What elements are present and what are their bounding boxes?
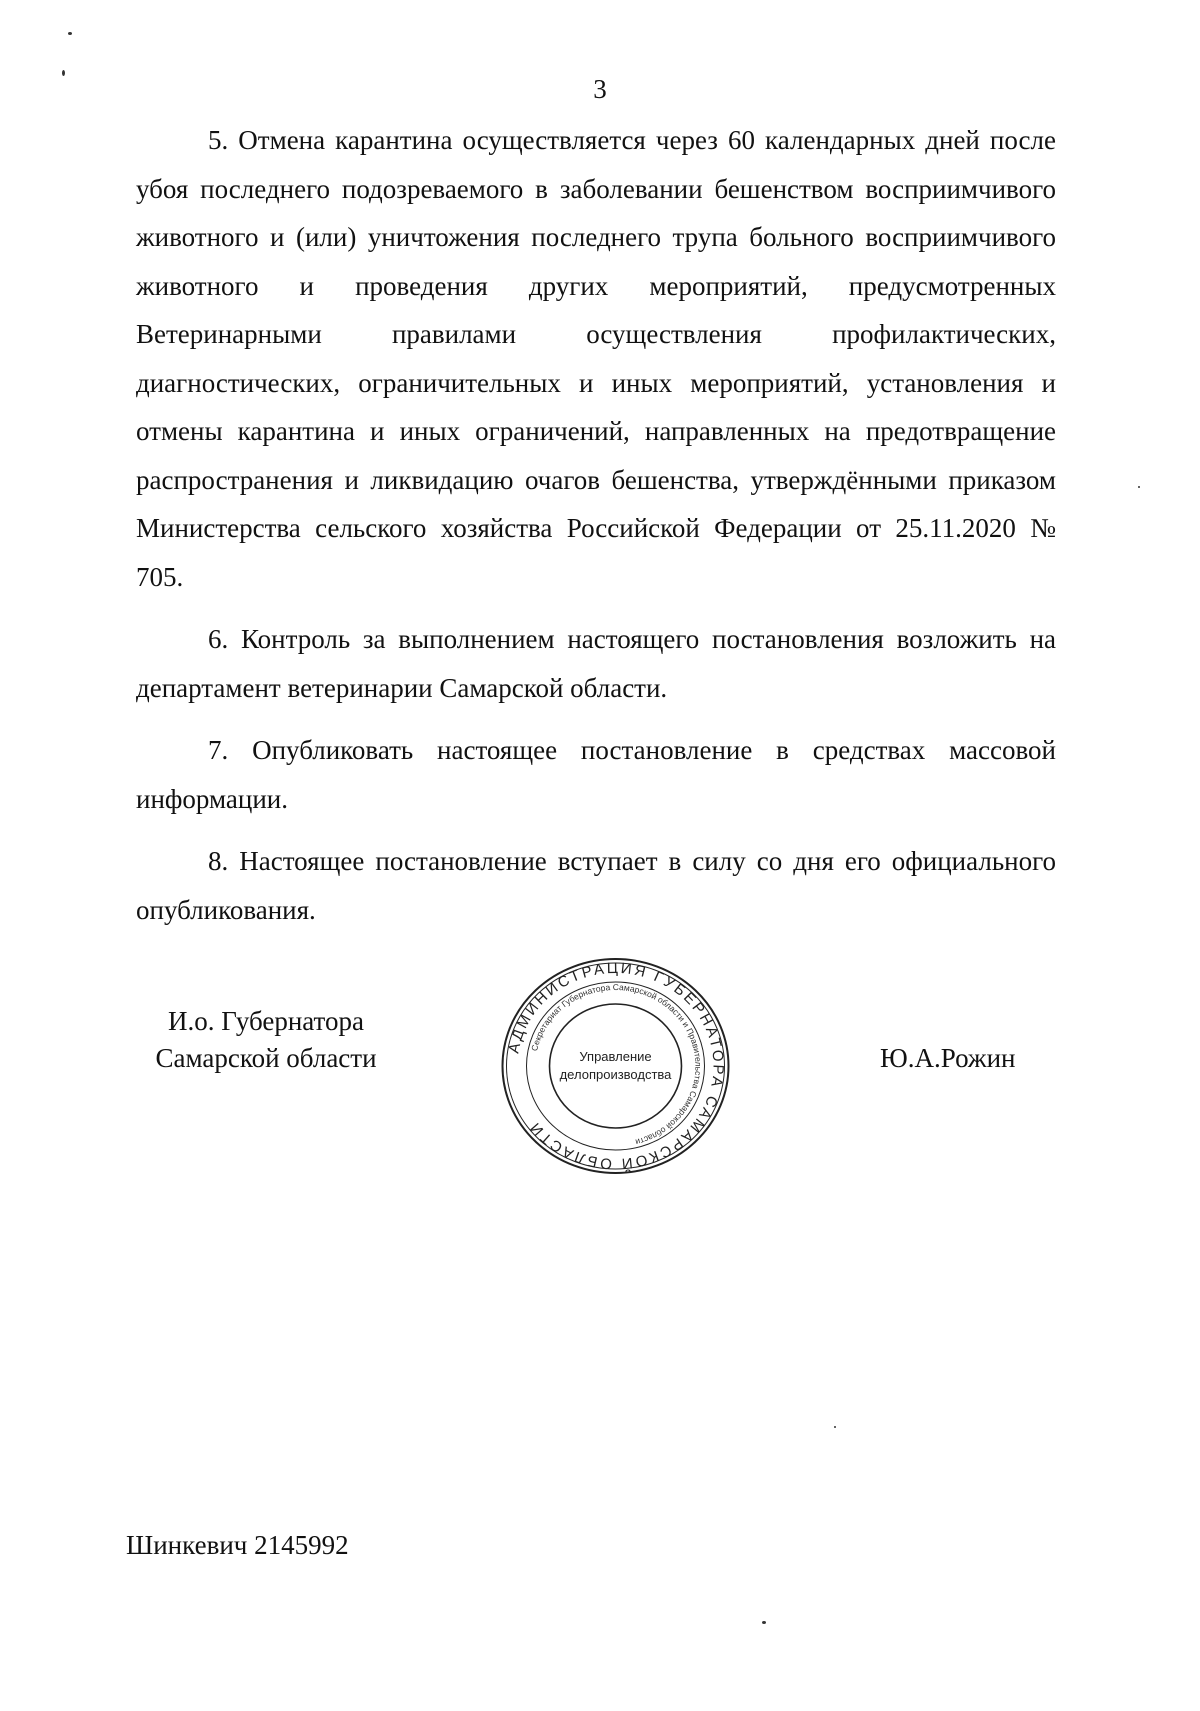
- scan-speck: [834, 1426, 836, 1428]
- signatory-position-line2: Самарской области: [155, 1043, 377, 1073]
- document-body: [136, 116, 1056, 934]
- signatory-name: Ю.А.Рожин: [880, 1043, 1016, 1073]
- executor-contact: Шинкевич 2145992: [126, 1530, 349, 1560]
- signatory-position-line1: И.о. Губернатора: [167, 1006, 364, 1036]
- paragraph-5: 5. Отмена карантина осуществляется через 60 календарных дней после убоя последнего подозреваемого в заболевании бешенством восприимчивого животного и (или) уничтожения последнего трупа больного восприимчивого животного и проведения других мероприятий, предусмотренных Ветеринарными правилами осуществления профилактических, диагностических, ограничительных и иных мероприятий, установления и отмены карантина и иных ограничений, направленных на предотвращение распространения и ликвидацию очагов бешенства, утверждёнными приказом Министерства сельского хозяйства Российской Федерации от 25.11.2020 № 705.: [136, 125, 1056, 592]
- paragraph-7: 7. Опубликовать настоящее постановление в средствах массовой информации.: [136, 735, 1056, 814]
- paragraph-6: 6. Контроль за выполнением настоящего постановления возложить на департамент ветеринарии Самарской области.: [136, 624, 1056, 703]
- seal-center-line1: Управление: [579, 1049, 652, 1064]
- scan-speck: [762, 1621, 766, 1624]
- scan-speck: [62, 70, 65, 76]
- seal-middle-text: Секретариат Губернатора Самарской области и Правительства Самарской области: [529, 981, 704, 1148]
- seal-center-line2: делопроизводства: [559, 1067, 672, 1082]
- scan-speck: [1138, 486, 1140, 488]
- signatory-position: [136, 1003, 396, 1077]
- svg-text:Секретариат Губернатора Самарс: [529, 982, 703, 1148]
- scan-speck: [68, 32, 72, 35]
- seal-outer-text: АДМИНИСТРАЦИЯ ГУБЕРНАТОРА САМАРСКОЙ ОБЛАСТИ: [505, 959, 727, 1173]
- official-seal: [498, 955, 733, 1177]
- paragraph-8: 8. Настоящее постановление вступает в силу со дня его официального опубликования.: [136, 846, 1056, 925]
- page-number: 3: [593, 74, 607, 104]
